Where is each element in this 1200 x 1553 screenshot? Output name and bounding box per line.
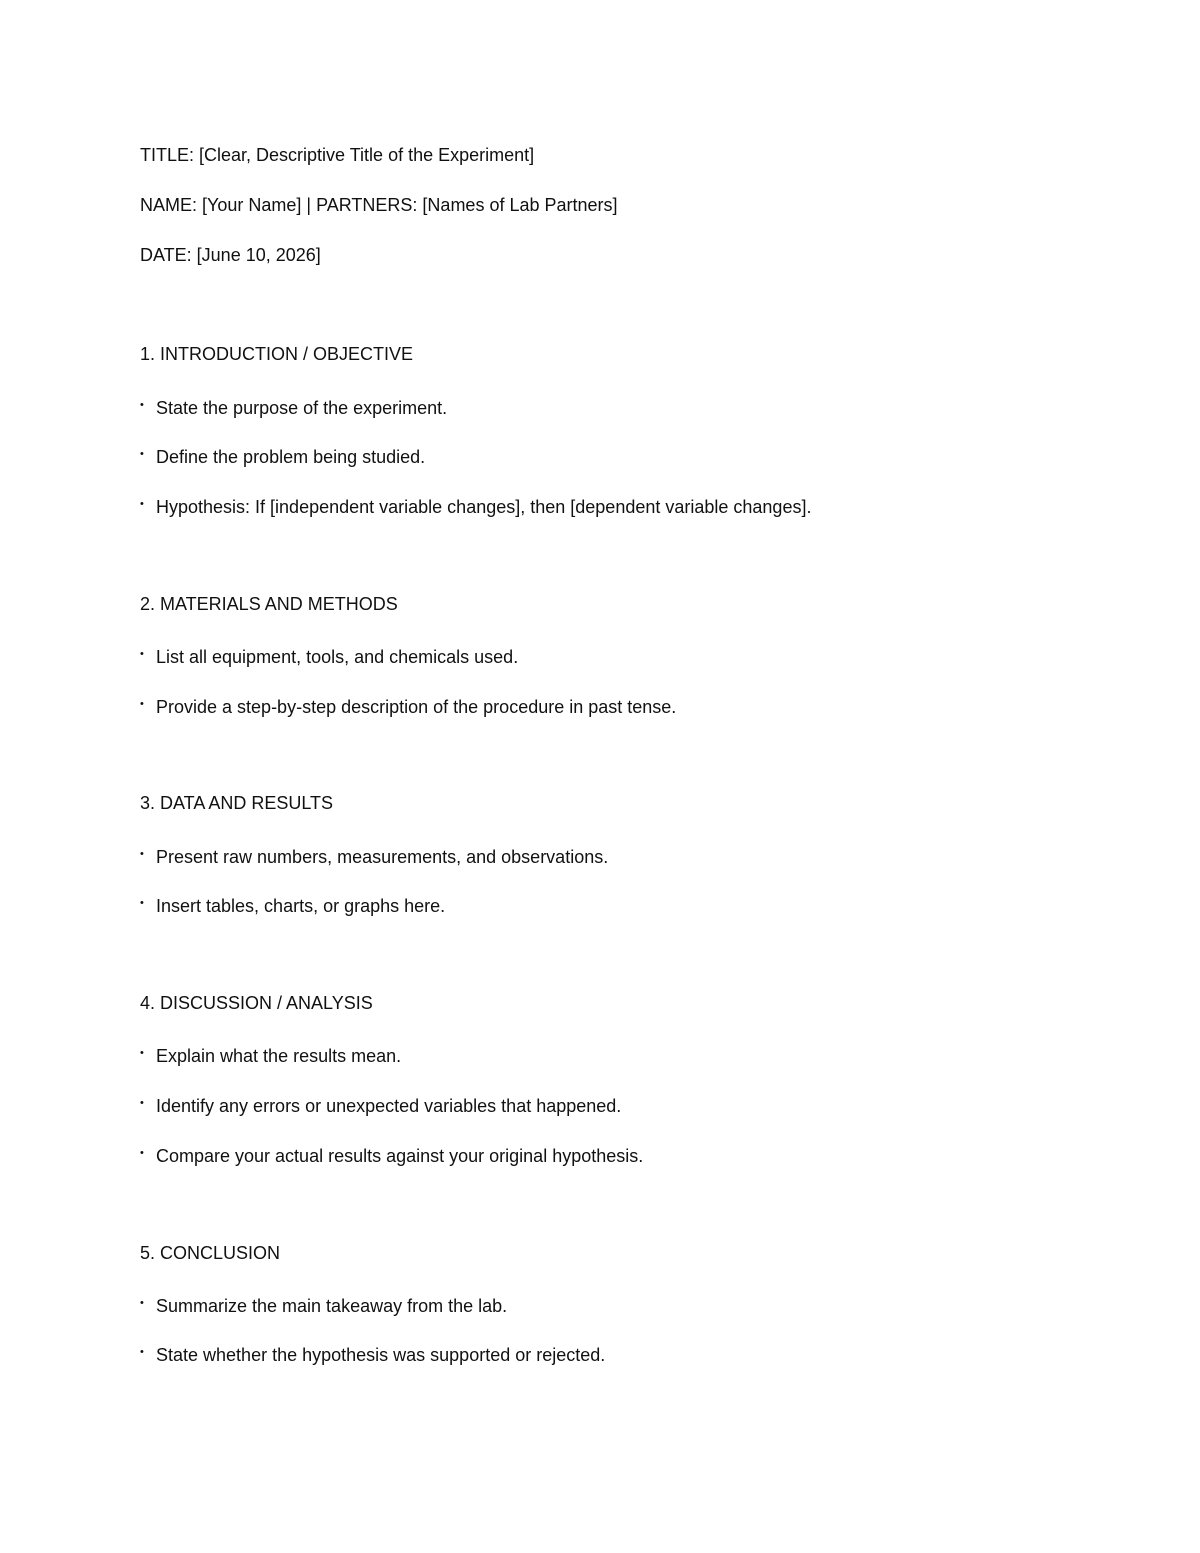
bullet-icon: •: [140, 897, 144, 909]
list-item: [140, 1340, 605, 1367]
section-heading-discussion-analysis: 4. DISCUSSION / ANALYSIS: [140, 993, 373, 1013]
list-item: [140, 442, 425, 469]
list-item: [140, 1291, 507, 1318]
section-heading-conclusion: 5. CONCLUSION: [140, 1243, 281, 1263]
bullet-icon: •: [140, 498, 144, 510]
list-item-text: State whether the hypothesis was supported or rejected.: [156, 1345, 606, 1365]
list-item-text: Provide a step-by-step description of the procedure in past tense.: [156, 697, 677, 717]
date-line: DATE: [June 10, 2026]: [140, 245, 321, 265]
bullet-icon: •: [140, 1047, 144, 1059]
bullet-icon: •: [140, 1346, 144, 1358]
list-item: [140, 642, 518, 669]
list-item-text: Define the problem being studied.: [156, 447, 426, 467]
list-item-text: Hypothesis: If [independent variable changes], then [dependent variable changes].: [156, 497, 812, 517]
list-item-text: Summarize the main takeaway from the lab.: [156, 1296, 508, 1316]
bullet-icon: •: [140, 1097, 144, 1109]
list-item-text: Compare your actual results against your original hypothesis.: [156, 1146, 644, 1166]
bullet-icon: •: [140, 848, 144, 860]
bullet-icon: •: [140, 399, 144, 411]
section-heading-introduction: 1. INTRODUCTION / OBJECTIVE: [140, 344, 414, 364]
bullet-icon: •: [140, 648, 144, 660]
list-item-text: Present raw numbers, measurements, and observations.: [156, 847, 609, 867]
bullet-icon: •: [140, 1297, 144, 1309]
list-item: [140, 692, 676, 719]
bullet-icon: •: [140, 448, 144, 460]
list-item: [140, 842, 608, 869]
list-item-text: Insert tables, charts, or graphs here.: [156, 896, 446, 916]
list-item: [140, 1091, 621, 1118]
title-line: TITLE: [Clear, Descriptive Title of the Experiment]: [140, 145, 535, 165]
list-item: [140, 492, 811, 519]
bullet-icon: •: [140, 698, 144, 710]
list-item: [140, 393, 447, 420]
name-partners-line: NAME: [Your Name] | PARTNERS: [Names of Lab Partners]: [140, 195, 618, 215]
list-item-text: Identify any errors or unexpected variables that happened.: [156, 1096, 622, 1116]
bullet-icon: •: [140, 1147, 144, 1159]
list-item: [140, 1041, 401, 1068]
list-item: [140, 1141, 643, 1168]
list-item-text: Explain what the results mean.: [156, 1046, 402, 1066]
list-item-text: List all equipment, tools, and chemicals used.: [156, 647, 519, 667]
section-heading-data-results: 3. DATA AND RESULTS: [140, 793, 334, 813]
list-item-text: State the purpose of the experiment.: [156, 398, 448, 418]
list-item: [140, 891, 445, 918]
section-heading-materials-methods: 2. MATERIALS AND METHODS: [140, 594, 398, 614]
